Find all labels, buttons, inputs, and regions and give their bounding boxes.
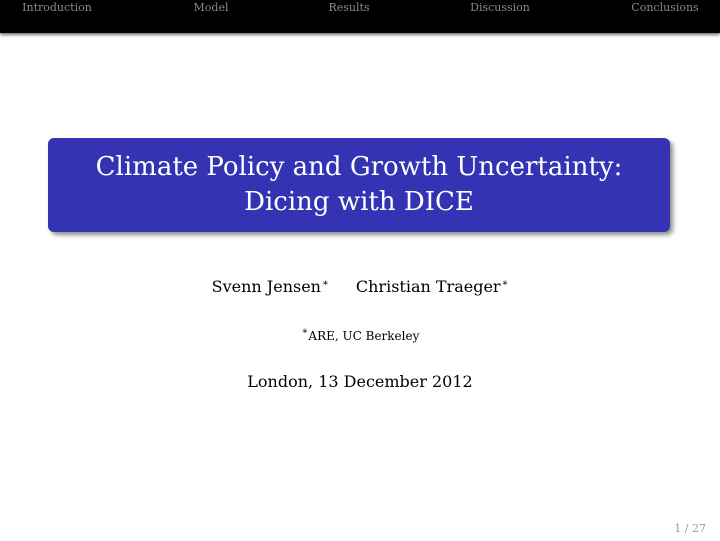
presentation-date: London, 13 December 2012 [247,372,473,391]
author-traeger [356,273,508,298]
nav-item-introduction[interactable]: Introduction [22,1,92,14]
title-box [48,138,670,232]
nav-item-model[interactable]: Model [193,1,229,14]
institute-name: ARE, UC Berkeley [308,329,420,343]
title-line-1: Climate Policy and Growth Uncertainty: [95,152,623,182]
institute [0,324,720,344]
author-name: Svenn Jensen [211,277,321,296]
title-line-2: Dicing with DICE [244,187,474,217]
affiliation-mark: ∗ [301,326,309,337]
author-jensen [212,273,329,298]
affiliation-mark: ∗ [501,278,509,289]
affiliation-mark: ∗ [321,278,329,289]
author-name: Christian Traeger [355,277,501,296]
nav-item-conclusions[interactable]: Conclusions [631,1,699,14]
nav-item-results[interactable]: Results [328,1,370,14]
page-number: 1 / 27 [674,522,706,535]
nav-item-discussion[interactable]: Discussion [470,1,530,14]
author-list [0,273,720,298]
section-navbar [0,0,720,33]
